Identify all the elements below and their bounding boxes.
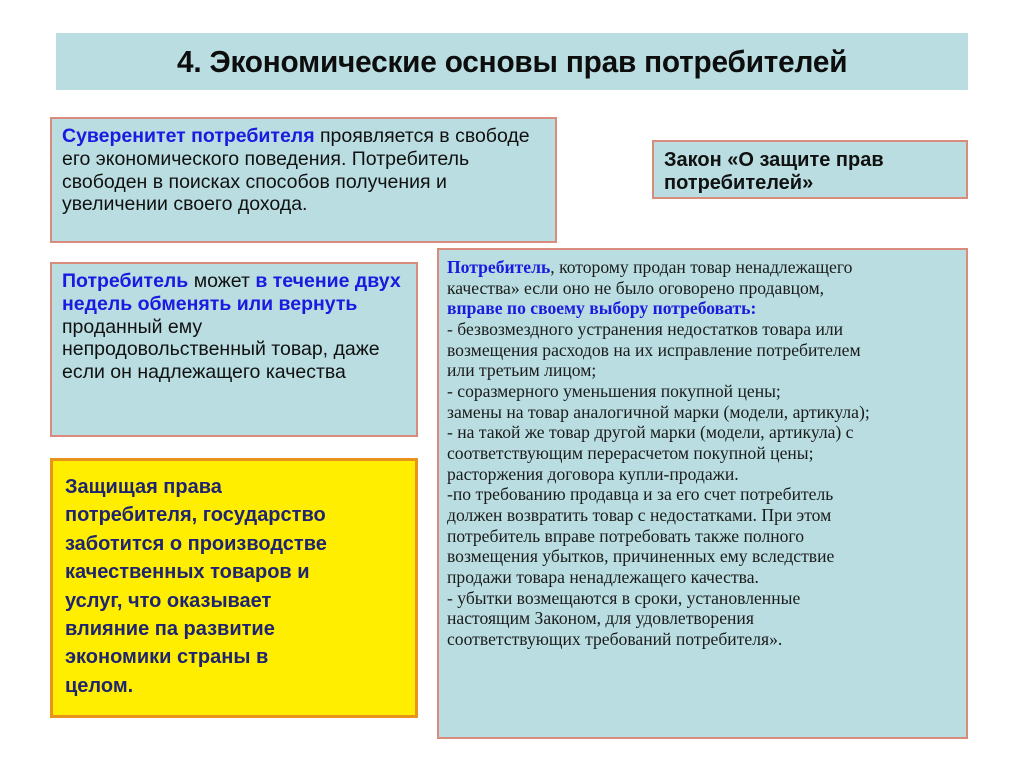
remedies-line: - соразмерного уменьшения покупной цены; [447, 381, 781, 402]
state-line: услуг, что оказывает [65, 589, 272, 612]
remedies-line: -по требованию продавца и за его счет потребитель [447, 484, 834, 505]
remedies-intro-rest: , которому продан товар ненадлежащего [550, 257, 853, 277]
page-title: 4. Экономические основы прав потребителей [176, 44, 848, 79]
textbox-state-protection [50, 458, 418, 718]
remedies-line: - безвозмездного устранения недостатков товара или [447, 319, 844, 340]
remedies-line: - убытки возмещаются в сроки, установленные [447, 587, 801, 608]
remedies-line: продажи товара ненадлежащего качества. [447, 567, 759, 588]
remedies-line: соответствующих требований потребителя». [447, 629, 783, 650]
consumer-remedies-text [439, 250, 966, 656]
remedies-line: должен возвратить товар с недостатками. При этом [447, 505, 832, 526]
consumer-sovereignty-text [52, 119, 555, 220]
remedies-line: соответствующим перерасчетом покупной цены; [447, 443, 814, 464]
sovereignty-body: проявляется в свободе его экономического поведения. Потребитель свободен в поисках способов получения и увеличении своего дохода. [62, 125, 530, 216]
state-line: потребителя, государство [65, 504, 326, 527]
remedies-line: или третьим лицом; [447, 360, 597, 381]
exchange-rights-text [52, 264, 416, 388]
remedies-line-intro [447, 257, 960, 278]
remedies-line: возмещения убытков, причиненных ему вследствие [447, 546, 835, 567]
state-line: влияние па развитие [65, 617, 275, 640]
state-line: экономики страны в [65, 646, 269, 669]
remedies-highlight-consumer: Потребитель [447, 257, 551, 277]
exchange-highlight-action: в течение двух недель обменять или вернуть [62, 270, 401, 315]
state-line: качественных товаров и [65, 561, 310, 584]
textbox-consumer-protection-law [652, 140, 968, 199]
remedies-line: настоящим Законом, для удовлетворения [447, 608, 754, 629]
state-line: заботится о производстве [65, 532, 327, 555]
remedies-line: возмещения расходов на их исправление потребителем [447, 339, 861, 360]
textbox-exchange-rights [50, 262, 418, 437]
exchange-highlight-consumer: Потребитель [62, 270, 189, 292]
state-line: Защищая права [65, 476, 222, 498]
textbox-consumer-remedies [437, 248, 968, 739]
exchange-plain-1: может [188, 270, 256, 292]
slide-title-band [56, 33, 968, 90]
state-line: целом. [65, 674, 134, 697]
textbox-consumer-sovereignty [50, 117, 557, 243]
remedies-line: потребитель вправе потребовать также полного [447, 525, 805, 546]
exchange-plain-2: проданный ему непродовольственный товар, даже если он надлежащего качества [62, 315, 380, 384]
remedies-line: - на такой же товар другой марки (модели, артикула) с [447, 422, 854, 443]
sovereignty-highlight: Суверенитет потребителя [62, 125, 315, 147]
state-protection-text [53, 461, 415, 708]
remedies-line: качества» если оно не было оговорено продавцом, [447, 277, 825, 298]
remedies-line: расторжения договора купли-продажи. [447, 463, 739, 484]
remedies-highlight-demand: вправе по своему выбору потребовать: [447, 298, 757, 319]
law-title-text: Закон «О защите прав потребителей» [664, 149, 884, 195]
remedies-line: замены на товар аналогичной марки (модели, артикула); [447, 401, 870, 422]
